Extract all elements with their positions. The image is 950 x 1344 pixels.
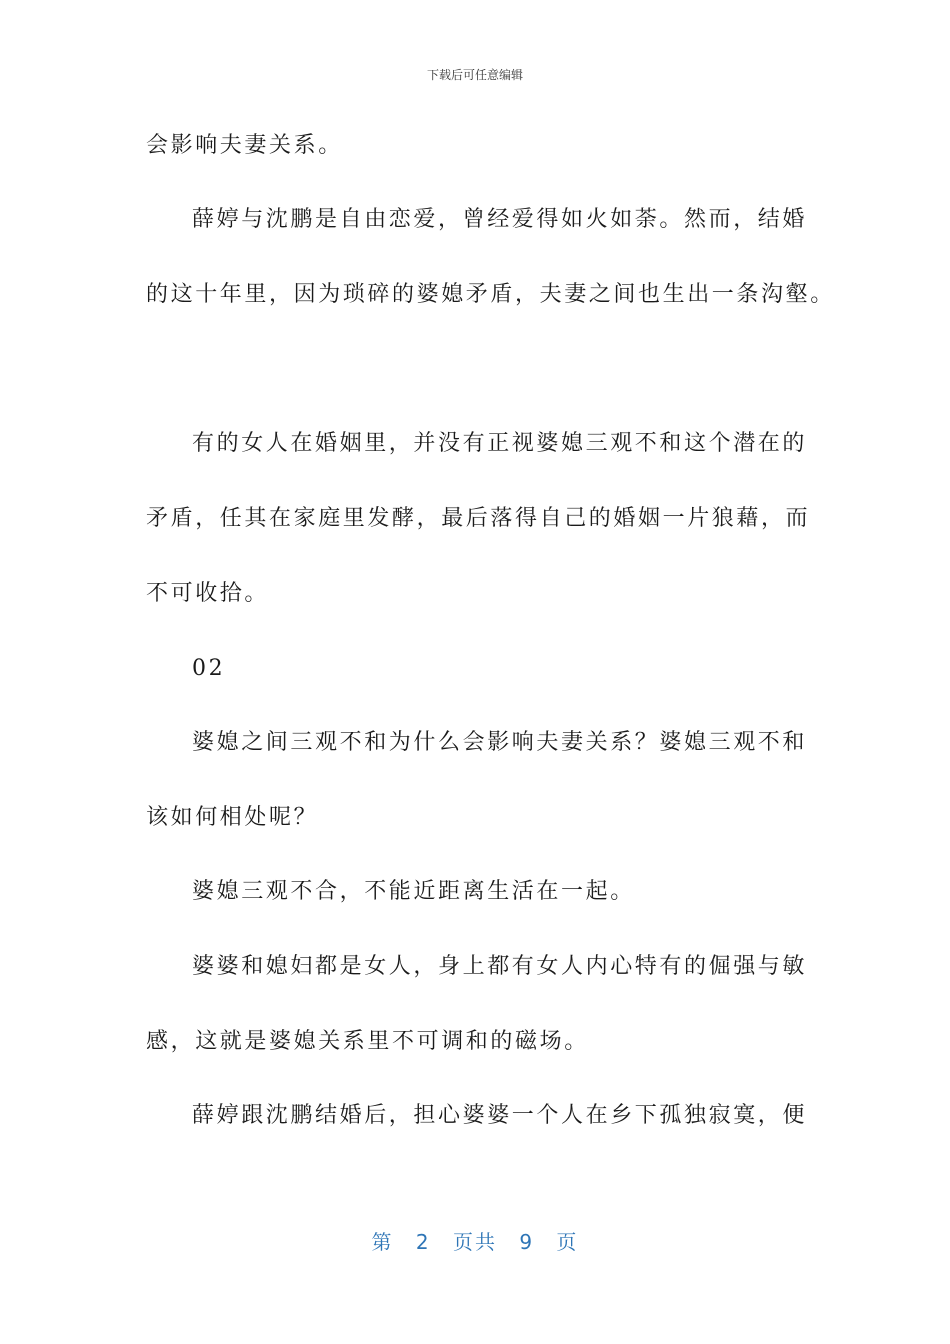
body-line: 有的女人在婚姻里，并没有正视婆媳三观不和这个潜在的 xyxy=(192,431,808,456)
body-line: 薛婷与沈鹏是自由恋爱，曾经爱得如火如荼。然而，结婚 xyxy=(192,207,808,232)
body-line: 会影响夫妻关系。 xyxy=(146,133,343,158)
body-line: 婆媳之间三观不和为什么会影响夫妻关系？婆媳三观不和 xyxy=(192,730,808,755)
body-line: 婆媳三观不合，不能近距离生活在一起。 xyxy=(192,879,635,904)
body-line: 感，这就是婆媳关系里不可调和的磁场。 xyxy=(146,1029,589,1054)
section-number: 02 xyxy=(192,656,226,681)
body-line: 的这十年里，因为琐碎的婆媳矛盾，夫妻之间也生出一条沟壑。 xyxy=(146,282,835,307)
page-number-footer: 第 2 页共 9 页 xyxy=(371,1230,579,1254)
body-line: 婆婆和媳妇都是女人，身上都有女人内心特有的倔强与敏 xyxy=(192,954,808,979)
body-line: 该如何相处呢？ xyxy=(146,805,319,830)
body-line: 矛盾，任其在家庭里发酵，最后落得自己的婚姻一片狼藉，而 xyxy=(146,506,811,531)
body-line: 薛婷跟沈鹏结婚后，担心婆婆一个人在乡下孤独寂寞，便 xyxy=(192,1103,808,1128)
body-line: 不可收拾。 xyxy=(146,581,270,606)
page-header: 下载后可任意编辑 xyxy=(426,68,523,82)
